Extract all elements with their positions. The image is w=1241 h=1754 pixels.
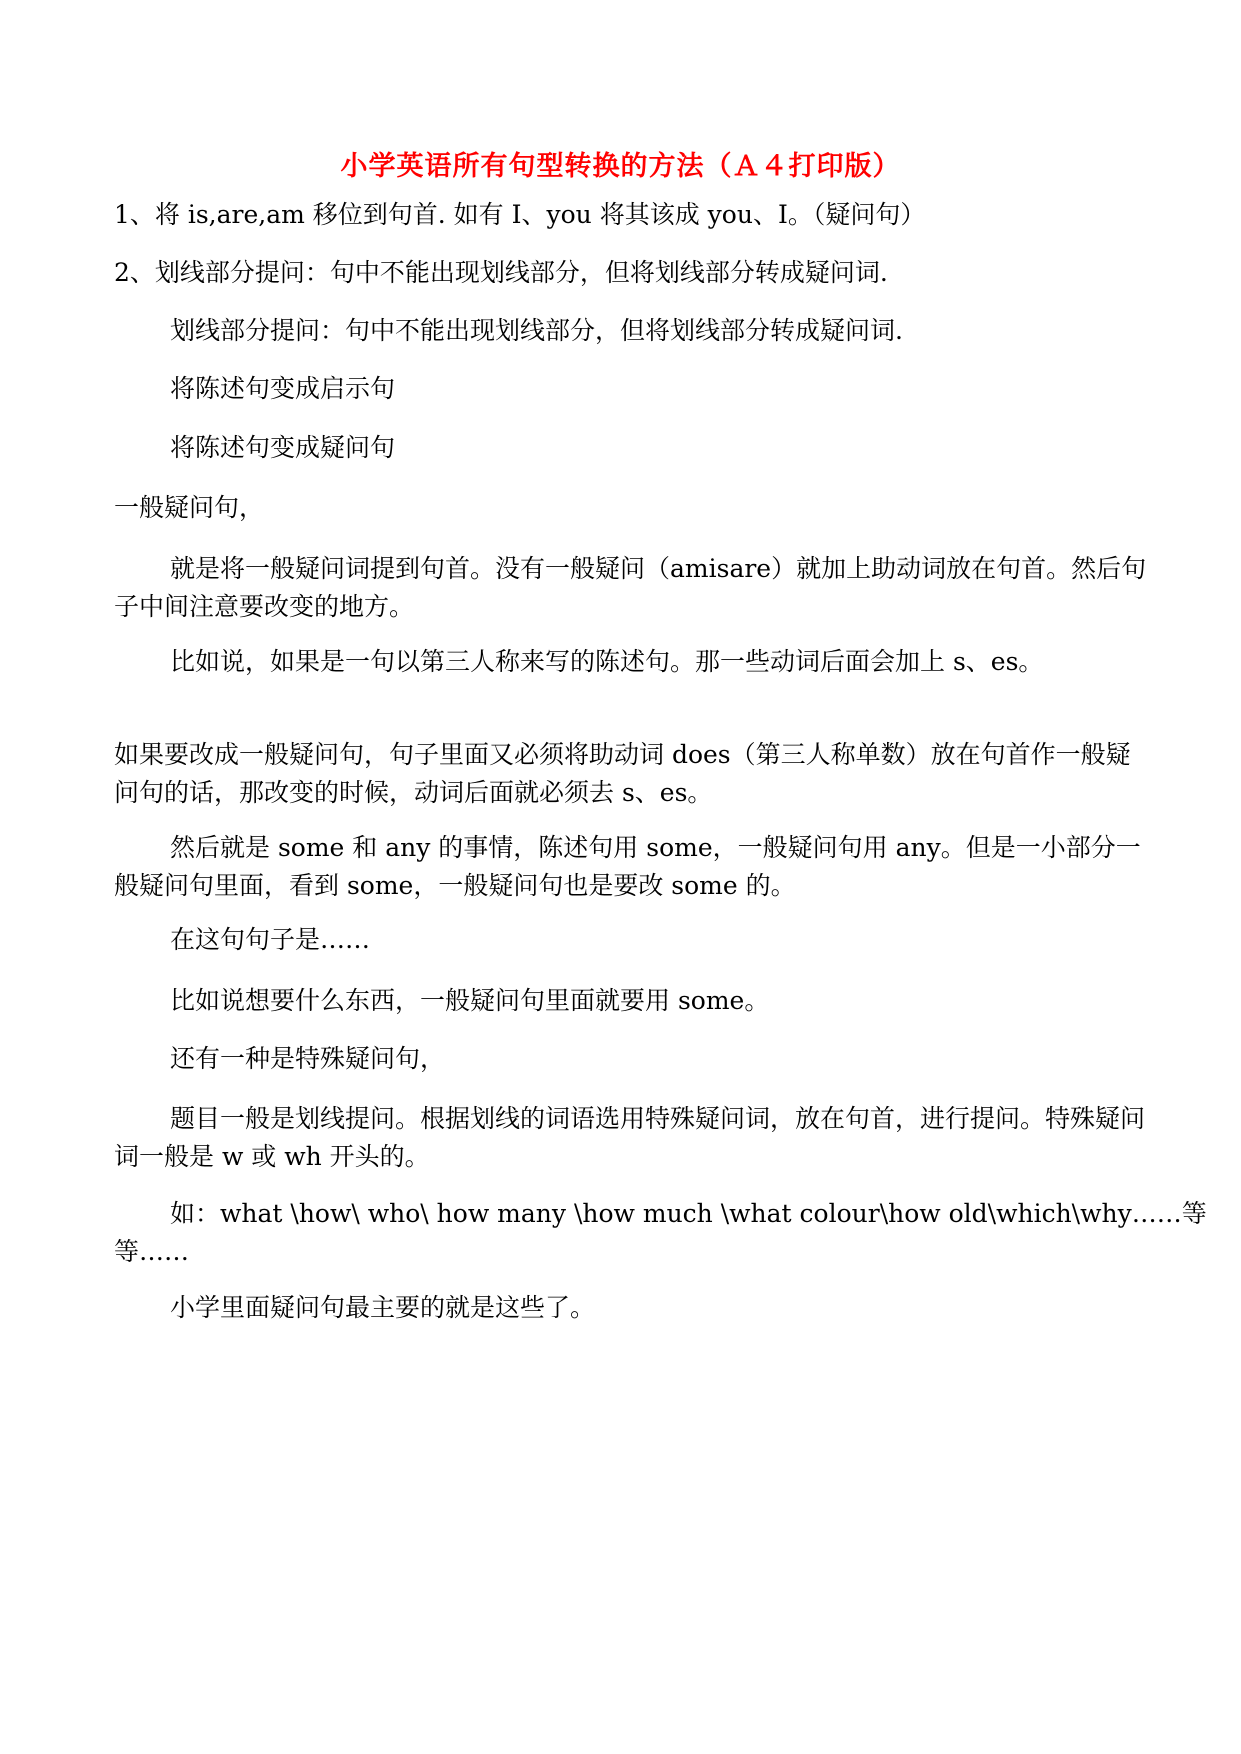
paragraph-2: 2、划线部分提问：句中不能出现划线部分，但将划线部分转成疑问词. — [114, 258, 888, 287]
paragraph-7: 就是将一般疑问词提到句首。没有一般疑问（amisare）就加上助动词放在句首。然后句子中间注意要改变的地方。 — [114, 554, 1147, 621]
paragraph-8: 比如说，如果是一句以第三人称来写的陈述句。那一些动词后面会加上 s、es。 — [170, 647, 1044, 676]
paragraph-15: 如：what \how\ who\ how many \how much \what colour\how old\which\why……等等…… — [114, 1199, 1207, 1266]
paragraph-11: 在这句句子是…… — [170, 925, 371, 954]
paragraph-5: 将陈述句变成疑问句 — [170, 433, 396, 462]
paragraph-10: 然后就是 some 和 any 的事情，陈述句用 some，一般疑问句用 any。但是一小部分一般疑问句里面，看到 some，一般疑问句也是要改 some 的。 — [114, 833, 1141, 900]
paragraph-4: 将陈述句变成启示句 — [170, 374, 396, 403]
paragraph-13: 还有一种是特殊疑问句， — [170, 1044, 446, 1073]
paragraph-12: 比如说想要什么东西，一般疑问句里面就要用 some。 — [170, 986, 770, 1015]
paragraph-14: 题目一般是划线提问。根据划线的词语选用特殊疑问词，放在句首，进行提问。特殊疑问词一般是 w 或 wh 开头的。 — [114, 1104, 1146, 1171]
paragraph-3: 划线部分提问：句中不能出现划线部分，但将划线部分转成疑问词. — [170, 316, 903, 345]
paragraph-6: 一般疑问句， — [114, 493, 265, 522]
paragraph-1: 1、将 is,are,am 移位到句首. 如有 I、you 将其该成 you、I。（疑问句） — [114, 200, 926, 229]
paragraph-9: 如果要改成一般疑问句，句子里面又必须将助动词 does（第三人称单数）放在句首作一般疑问句的话，那改变的时候，动词后面就必须去 s、es。 — [114, 740, 1131, 807]
paragraph-16: 小学里面疑问句最主要的就是这些了。 — [170, 1293, 596, 1322]
document-title: 小学英语所有句型转换的方法（Ａ４打印版） — [340, 151, 901, 182]
